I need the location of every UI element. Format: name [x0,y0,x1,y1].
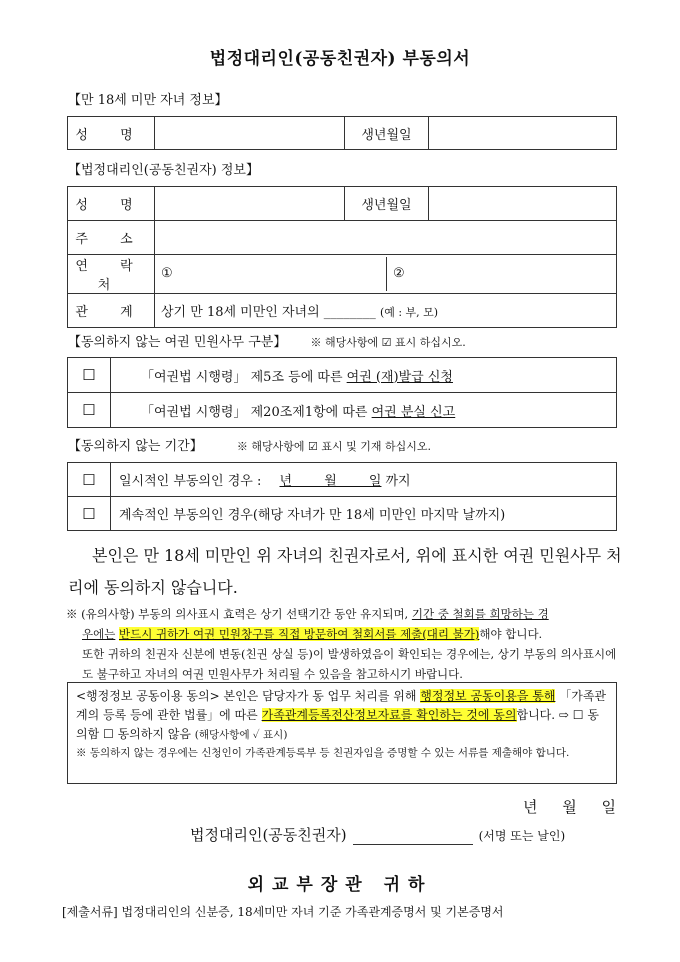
caution-underline-b: 우에는 [82,627,116,641]
info-sharing-box [67,682,617,784]
period-header-text: 【동의하지 않는 기간】 [68,439,203,454]
service-reissue-prefix: 「여권법 시행령」 제5조 등에 따른 [141,369,343,385]
services-header-text: 【동의하지 않는 여권 민원사무 구분】 [68,335,287,350]
period-temp-text: 일시적인 부동의인 경우 : [119,474,262,489]
relation-example: (예 : 부, 모) [379,306,439,319]
caution-notice [66,604,622,684]
period-cont-checkbox[interactable]: ☐ [68,497,111,531]
signature-line [190,824,565,845]
period-note: ※ 해당사항에 ☑ 표시 및 기재 하십시오. [236,440,431,453]
guardian-birth-field[interactable] [429,187,617,221]
signature-hint: (서명 또는 날인) [478,829,566,843]
sharing-text-a: <행정정보 공동이용 동의> 본인은 담당자가 동 업무 처리를 위해 [76,689,417,703]
sharing-consent-hint: (해당사항에 ✓ 표시) [194,729,288,741]
minor-birth-field[interactable] [429,117,617,150]
date-line[interactable]: 년 월 일 [522,798,616,816]
signature-field[interactable] [353,829,473,845]
caution-tail: 해야 합니다. [479,627,543,641]
guardian-name-label: 성 명 [68,187,155,221]
guardian-address-field[interactable] [155,221,617,255]
period-temp-checkbox[interactable]: ☐ [68,463,111,497]
sharing-consent-options[interactable]: 합니다. ⇨ ☐ 동의함 ☐ 동의하지 않음 [76,708,599,741]
period-table [67,462,617,531]
services-note: ※ 해당사항에 ☑ 표시 하십시오. [310,336,466,349]
caution-underline-a: 기간 중 철회를 희망하는 경 [411,607,549,621]
caution-text-a: ※ (유의사항) 부동의 의사표시 효력은 상기 선택기간 동안 유지되며, [66,607,409,621]
service-loss-checkbox[interactable]: ☐ [68,393,111,428]
relation-text: 상기 만 18세 미만인 자녀의 [161,305,320,320]
period-section-header [68,438,608,456]
period-temp-row [111,463,617,497]
guardian-info-table [67,186,617,328]
service-reissue-checkbox[interactable]: ☐ [68,358,111,393]
period-temp-date[interactable]: 년 월 일 [279,474,382,489]
signature-label: 법정대리인(공동친권자) [190,826,347,844]
service-reissue-text [111,358,617,393]
sharing-text-b: 「가족관계의 등록 등에 관한 법률」에 따른 [76,689,607,722]
caution-text-c: 또한 귀하의 친권자 신분에 변동(친권 상실 등)이 발생하였음이 확인되는 경우에는, 상기 부동의 의사표시에도 불구하고 자녀의 여권 민원사무가 처리될 수 있음을 참고하시기 바랍니다. [82,647,617,681]
declaration-statement: 본인은 만 18세 미만인 위 자녀의 친권자로서, 위에 표시한 여권 민원사무 처리에 동의하지 않습니다. [68,546,622,597]
addressee: 외교부장관 귀하 [247,875,433,895]
service-loss-underlined: 여권 분실 신고 [371,404,456,420]
service-loss-prefix: 「여권법 시행령」 제20조제1항에 따른 [141,404,368,420]
guardian-relation-label: 관 계 [68,294,155,328]
services-section-header [68,334,608,352]
guardian-contact-2-field[interactable]: ② [393,266,405,281]
guardian-relation-field [155,294,617,328]
service-reissue-underlined: 여권 (재)발급 신청 [346,369,453,385]
sharing-highlight-a: 행정정보 공동이용을 통해 [420,689,556,703]
page-title: 법정대리인(공동친권자) 부동의서 [209,49,471,69]
services-table [67,357,617,428]
sharing-highlight-b: 가족관계등록전산정보자료를 확인하는 것에 동의 [261,708,517,722]
sharing-note: ※ 동의하지 않는 경우에는 신청인이 가족관계등록부 등 친권자임을 증명할 수 있는 서류를 제출해야 합니다. [76,747,570,759]
minor-birth-label: 생년월일 [345,117,429,150]
guardian-birth-label: 생년월일 [345,187,429,221]
guardian-section-header: 【법정대리인(공동친권자) 정보】 [68,163,259,178]
guardian-contact-1-field[interactable]: ① [155,257,387,291]
caution-highlight: 반드시 귀하가 여권 민원창구를 직접 방문하여 철회서를 제출(대리 불가) [118,627,480,641]
minor-section-header: 【만 18세 미만 자녀 정보】 [68,93,228,108]
guardian-name-field[interactable] [155,187,345,221]
period-temp-suffix: 까지 [385,474,411,489]
period-cont-text: 계속적인 부동의인 경우(해당 자녀가 만 18세 미만인 마지막 날까지) [111,497,617,531]
minor-info-table [67,116,617,150]
guardian-address-label: 주 소 [68,221,155,255]
relation-blank[interactable]: ________ [323,305,376,320]
minor-name-field[interactable] [155,117,345,150]
guardian-contact-label: 연 락 처 [68,255,155,294]
service-loss-text [111,393,617,428]
required-documents: [제출서류] 법정대리인의 신분증, 18세미만 자녀 기준 가족관계증명서 및 기본증명서 [62,905,504,919]
minor-name-label: 성 명 [68,117,155,150]
